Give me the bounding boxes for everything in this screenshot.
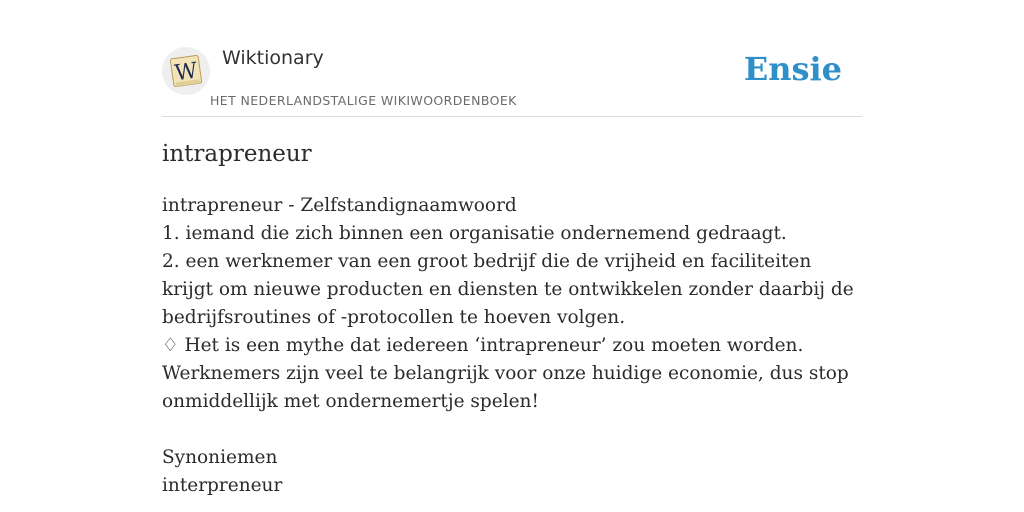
entry-body: [162, 192, 862, 500]
example-sentence: ♢ Het is een mythe dat iedereen ‘intrapreneur’ zou moeten worden. Werknemers zijn veel te belangrijk voor onze huidige economie, dus stop onmiddellijk met ondernemertje spelen!: [162, 335, 849, 412]
word-class-line: intrapreneur - Zelfstandignaamwoord: [162, 195, 517, 216]
synonym-item[interactable]: interpreneur: [162, 475, 283, 496]
header: [162, 44, 862, 117]
ensie-brand-link[interactable]: Ensie: [743, 50, 842, 88]
wiktionary-logo-icon[interactable]: [162, 47, 210, 95]
spacer: [162, 416, 862, 444]
page-title: intrapreneur: [162, 141, 312, 167]
synonyms-heading: Synoniemen: [162, 447, 278, 468]
entry-content: [162, 138, 862, 500]
logo-letter: W: [173, 58, 200, 87]
site-name[interactable]: Wiktionary: [222, 47, 324, 69]
definition-2: 2. een werknemer van een groot bedrijf die de vrijheid en faciliteiten krijgt om nieuwe producten en diensten te ontwikkelen zonder daarbij de bedrijfsroutines of -protocollen te hoeven volgen.: [162, 251, 854, 328]
definition-1: 1. iemand die zich binnen een organisatie ondernemend gedraagt.: [162, 223, 787, 244]
logo-tile-graphic: [162, 47, 210, 95]
site-tagline: HET NEDERLANDSTALIGE WIKIWOORDENBOEK: [210, 93, 517, 108]
